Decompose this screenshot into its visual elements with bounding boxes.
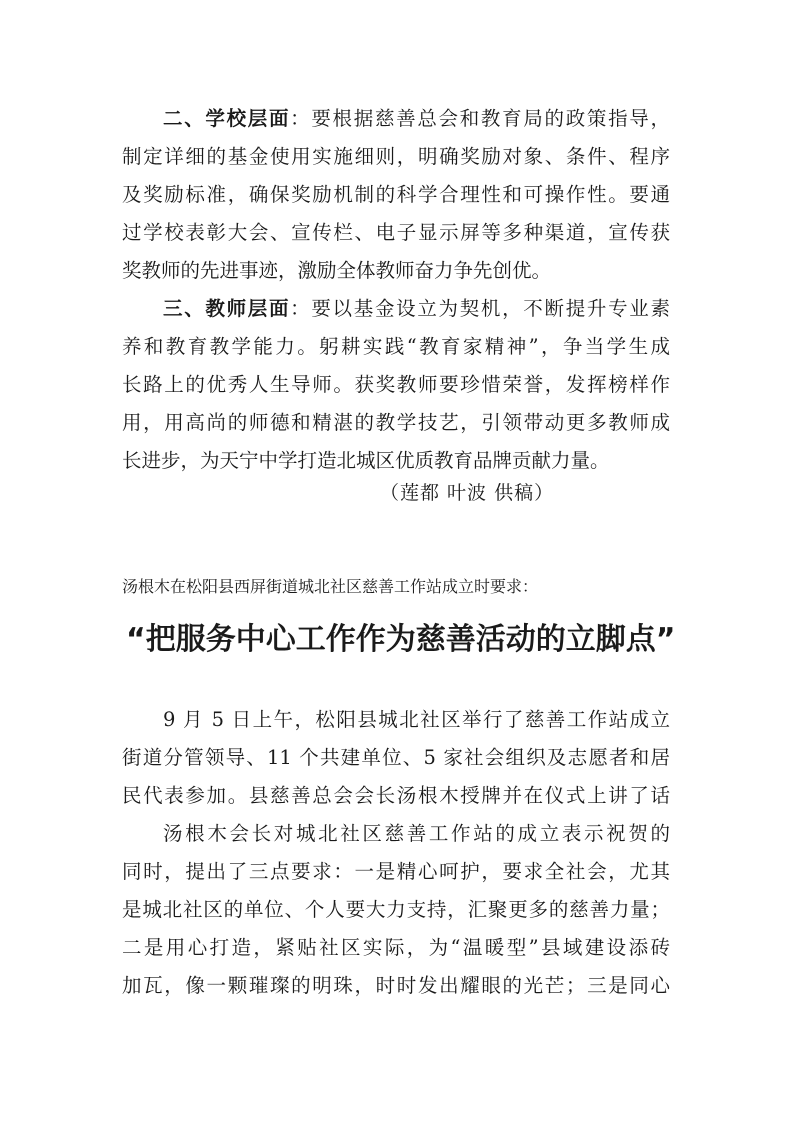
- text-line: 同时，提出了三点要求：一是精心呵护，要求全社会，尤其: [122, 860, 670, 883]
- author-credit: （莲都 叶波 供稿）: [380, 482, 555, 504]
- text-line: 过学校表彰大会、宣传栏、电子显示屏等多种渠道，宣传获: [122, 221, 670, 244]
- article-headline: “把服务中心工作作为慈善活动的立脚点”: [126, 622, 676, 657]
- text-line: 加瓦，像一颗璀璨的明珠，时时发出耀眼的光芒；三是同心: [122, 974, 670, 997]
- text-line: 用，用高尚的师德和精湛的教学技艺，引领带动更多教师成: [122, 411, 670, 434]
- text-line: 养和教育教学能力。躬耕实践“教育家精神”，争当学生成: [122, 335, 670, 358]
- text-line: 街道分管领导、11 个共建单位、5 家社会组织及志愿者和居: [122, 746, 670, 769]
- text-line: 是城北社区的单位、个人要大力支持，汇聚更多的慈善力量；: [122, 898, 670, 921]
- article-paragraph-2: [122, 815, 670, 1005]
- text-line: 长路上的优秀人生导师。获奖教师要珍惜荣誉，发挥榜样作: [122, 373, 670, 396]
- text-line: 汤根木会长对城北社区慈善工作站的成立表示祝贺的: [163, 822, 670, 845]
- text-line: 长进步，为天宁中学打造北城区优质教育品牌贡献力量。: [122, 449, 610, 472]
- section-lead: 三、教师层面: [163, 297, 291, 320]
- text-line: 二、学校层面：要根据慈善总会和教育局的政策指导，: [163, 107, 670, 130]
- text-line: 二是用心打造，紧贴社区实际，为“温暖型”县域建设添砖: [122, 936, 670, 959]
- text-line: 奖教师的先进事迹，激励全体教师奋力争先创优。: [122, 259, 552, 282]
- text-line: 民代表参加。县慈善总会会长汤根木授牌并在仪式上讲了话: [122, 784, 670, 807]
- article-subtitle: 汤根木在松阳县西屏街道城北社区慈善工作站成立时要求：: [122, 577, 539, 596]
- text-line: 9 月 5 日上午，松阳县城北社区举行了慈善工作站成立: [163, 708, 670, 731]
- text-line: 制定详细的基金使用实施细则，明确奖励对象、条件、程序: [122, 145, 670, 168]
- section-school: [122, 100, 670, 290]
- article-paragraph-1: [122, 701, 670, 815]
- text-line: 及奖励标准，确保奖励机制的科学合理性和可操作性。要通: [122, 183, 670, 206]
- section-teacher: [122, 290, 670, 480]
- text-line: 三、教师层面：要以基金设立为契机，不断提升专业素: [163, 297, 670, 320]
- section-lead: 二、学校层面: [163, 107, 291, 130]
